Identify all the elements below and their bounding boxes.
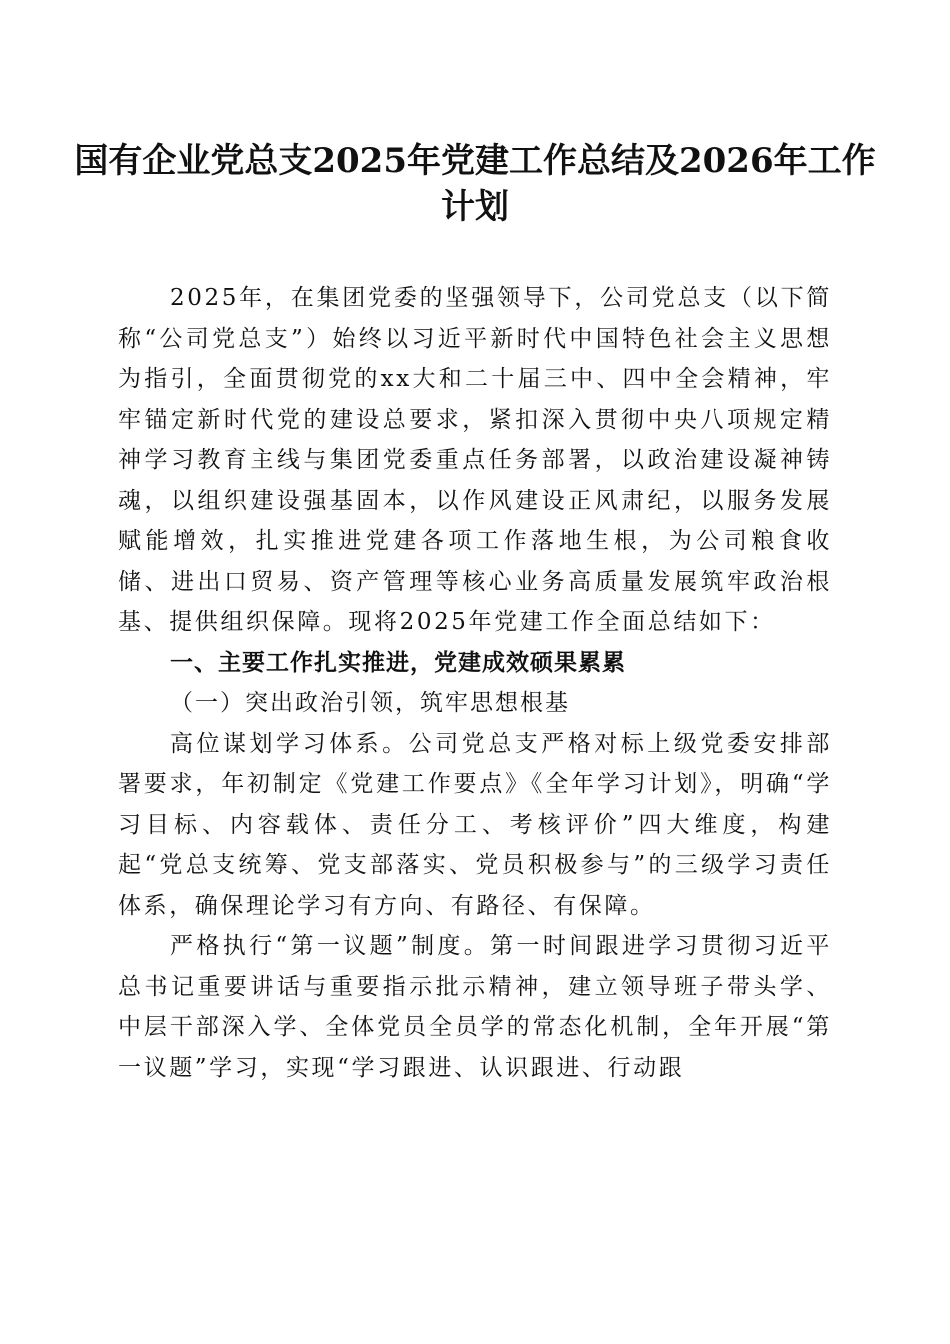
section-heading: 一、主要工作扎实推进，党建成效硕果累累 [170,649,626,676]
body-paragraph: 高位谋划学习体系。公司党总支严格对标上级党委安排部署要求，年初制定《党建工作要点》《全年学习计划》，明确“学习目标、内容载体、责任分工、考核评价”四大维度，构建起“党总支统筹、党支部落实、党员积极参与”的三级学习责任体系，确保理论学习有方向、有路径、有保障。 [118,730,832,919]
document-body [118,278,832,1088]
body-paragraph: 严格执行“第一议题”制度。第一时间跟进学习贯彻习近平总书记重要讲话与重要指示批示精神，建立领导班子带头学、中层干部深入学、全体党员全员学的常态化机制，全年开展“第一议题”学习，实现“学习跟进、认识跟进、行动跟 [118,933,832,1081]
subsection-heading: （一）突出政治引领，筑牢思想根基 [170,690,570,716]
intro-paragraph: 2025年，在集团党委的坚强领导下，公司党总支（以下简称“公司党总支”）始终以习近平新时代中国特色社会主义思想为指引，全面贯彻党的xx大和二十届三中、四中全会精神，牢牢锚定新时代党的建设总要求，紧扣深入贯彻中央八项规定精神学习教育主线与集团党委重点任务部署，以政治建设凝神铸魂，以组织建设强基固本，以作风建设正风肃纪，以服务发展赋能增效，扎实推进党建各项工作落地生根，为公司粮食收储、进出口贸易、资产管理等核心业务高质量发展筑牢政治根基、提供组织保障。现将2025年党建工作全面总结如下： [118,285,832,635]
document-title: 国有企业党总支2025年党建工作总结及2026年工作计划 [74,141,876,227]
